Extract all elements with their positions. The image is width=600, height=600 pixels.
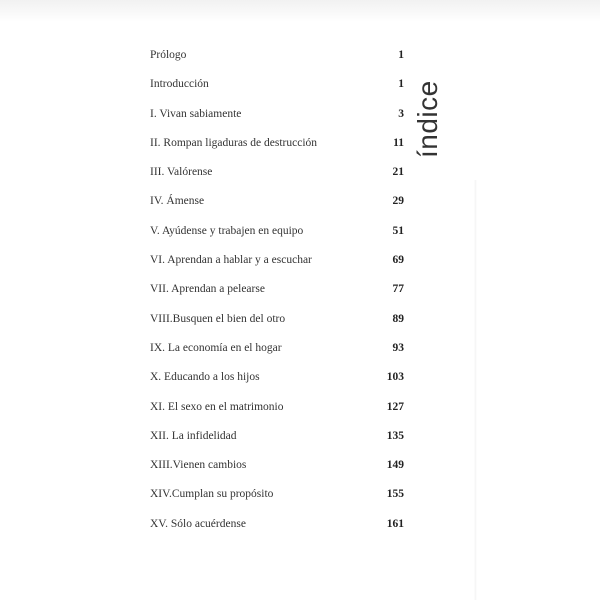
toc-entry-page: 69 xyxy=(392,254,404,267)
toc-entry-title: VI. Aprendan a hablar y a escuchar xyxy=(150,254,312,267)
toc-entry-page: 89 xyxy=(392,312,404,325)
toc-entry-chapter-4 xyxy=(150,194,404,223)
toc-entry-page: 29 xyxy=(392,195,404,208)
toc-entry-chapter-9 xyxy=(150,341,404,370)
toc-entry-chapter-1 xyxy=(150,107,404,136)
toc-entry-chapter-10 xyxy=(150,370,404,399)
page-top-shadow xyxy=(0,0,600,22)
toc-entry-chapter-2 xyxy=(150,136,404,165)
toc-entry-title: IX. La economía en el hogar xyxy=(150,341,282,354)
toc-entry-page: 3 xyxy=(398,107,404,120)
toc-entry-title: XIII.Vienen cambios xyxy=(150,459,247,472)
toc-entry-chapter-6 xyxy=(150,253,404,282)
toc-entry-title: V. Ayúdense y trabajen en equipo xyxy=(150,224,304,237)
toc-entry-chapter-7 xyxy=(150,282,404,311)
toc-entry-title: IV. Ámense xyxy=(150,195,205,208)
page-edge xyxy=(474,180,477,600)
toc-entry-title: VII. Aprendan a pelearse xyxy=(150,283,265,296)
toc-entry-page: 11 xyxy=(393,136,404,149)
toc-entry-page: 149 xyxy=(386,459,404,472)
toc-entry-title: Prólogo xyxy=(150,49,187,61)
toc-entry-introduccion xyxy=(150,77,404,106)
toc-entry-chapter-12 xyxy=(150,429,404,458)
toc-entry-page: 1 xyxy=(398,49,404,61)
toc-entry-title: III. Valórense xyxy=(150,166,213,179)
toc-entry-title: XV. Sólo acuérdense xyxy=(150,517,246,530)
toc-entry-title: II. Rompan ligaduras de destrucción xyxy=(150,136,318,149)
toc-entry-title: XI. El sexo en el matrimonio xyxy=(150,400,284,413)
toc-entry-title: I. Vivan sabiamente xyxy=(150,107,242,120)
index-heading-text: índice xyxy=(412,80,443,158)
toc-entry-chapter-5 xyxy=(150,224,404,253)
toc-entry-page: 161 xyxy=(386,517,404,530)
toc-entry-chapter-8 xyxy=(150,312,404,341)
toc-entry-title: XII. La infidelidad xyxy=(150,429,237,442)
toc-entry-chapter-13 xyxy=(150,458,404,487)
toc-entry-page: 21 xyxy=(392,166,404,179)
table-of-contents xyxy=(150,48,404,546)
toc-entry-title: X. Educando a los hijos xyxy=(150,371,260,384)
toc-entry-page: 77 xyxy=(392,283,404,296)
toc-entry-chapter-15 xyxy=(150,517,404,546)
toc-entry-page: 103 xyxy=(386,371,404,384)
index-heading xyxy=(412,40,448,160)
toc-entry-page: 127 xyxy=(386,400,404,413)
toc-entry-page: 135 xyxy=(386,429,404,442)
toc-entry-chapter-3 xyxy=(150,165,404,194)
toc-entry-page: 1 xyxy=(398,78,404,91)
toc-entry-page: 155 xyxy=(386,488,404,501)
toc-entry-page: 93 xyxy=(392,341,404,354)
toc-entry-title: XIV.Cumplan su propósito xyxy=(150,488,274,501)
toc-entry-prologo xyxy=(150,48,404,77)
toc-entry-title: VIII.Busquen el bien del otro xyxy=(150,312,286,325)
toc-entry-page: 51 xyxy=(392,224,404,237)
toc-entry-chapter-11 xyxy=(150,400,404,429)
toc-entry-title: Introducción xyxy=(150,78,209,91)
toc-entry-chapter-14 xyxy=(150,487,404,516)
